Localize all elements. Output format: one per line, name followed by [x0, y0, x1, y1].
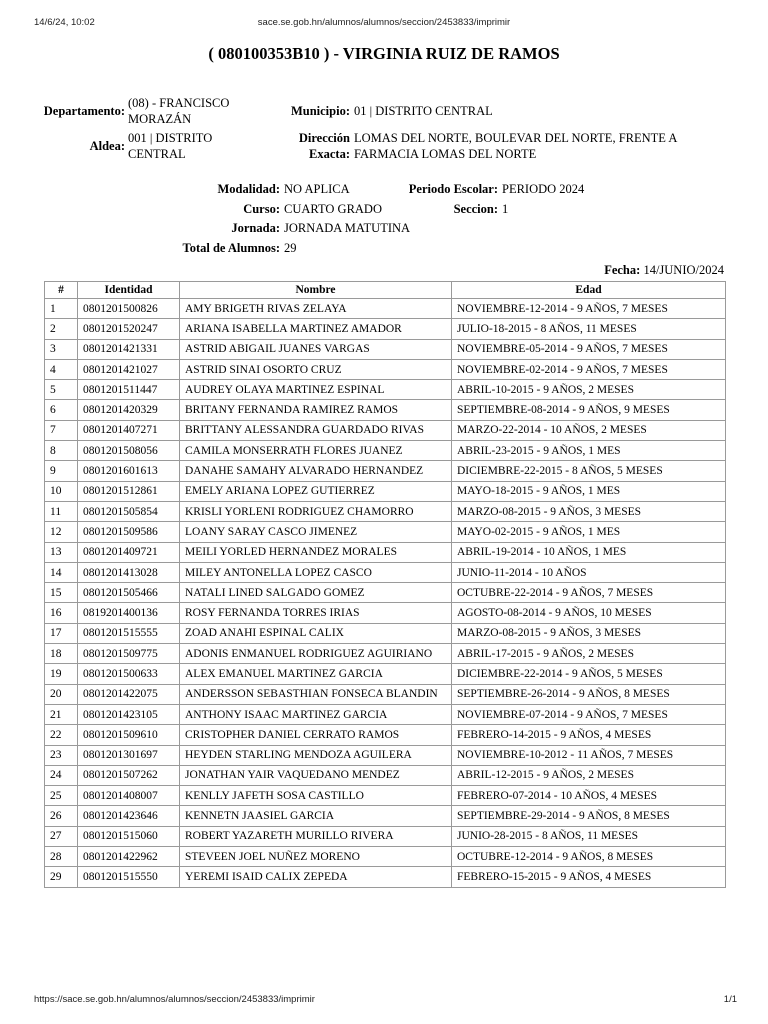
edad-cell: OCTUBRE-12-2014 - 9 AÑOS, 8 MESES [452, 847, 726, 867]
seccion-value: 1 [502, 202, 509, 216]
edad-cell: NOVIEMBRE-02-2014 - 9 AÑOS, 7 MESES [452, 359, 726, 379]
page-title: ( 080100353B10 ) - VIRGINIA RUIZ DE RAMOS [208, 44, 560, 63]
table-row [45, 826, 726, 846]
identidad-cell: 0801201509775 [78, 644, 180, 664]
identidad-cell: 0801201507262 [78, 765, 180, 785]
edad-cell: SEPTIEMBRE-26-2014 - 9 AÑOS, 8 MESES [452, 684, 726, 704]
departamento-value-line2: MORAZÁN [128, 112, 192, 126]
edad-cell: ABRIL-23-2015 - 9 AÑOS, 1 MES [452, 441, 726, 461]
table-row [45, 725, 726, 745]
table-row [45, 867, 726, 887]
periodo-value: PERIODO 2024 [502, 182, 585, 196]
row-number: 3 [45, 339, 78, 359]
edad-cell: MARZO-08-2015 - 9 AÑOS, 3 MESES [452, 623, 726, 643]
direccion-label-line1: Dirección [298, 131, 350, 145]
table-row [45, 644, 726, 664]
nombre-cell: ASTRID SINAI OSORTO CRUZ [180, 359, 452, 379]
nombre-cell: ZOAD ANAHI ESPINAL CALIX [180, 623, 452, 643]
edad-cell: MARZO-08-2015 - 9 AÑOS, 3 MESES [452, 501, 726, 521]
identidad-cell: 0801201505854 [78, 501, 180, 521]
page-number: 1/1 [723, 994, 737, 1005]
edad-cell: FEBRERO-15-2015 - 9 AÑOS, 4 MESES [452, 867, 726, 887]
table-row [45, 704, 726, 724]
direccion-value-line1: LOMAS DEL NORTE, BOULEVAR DEL NORTE, FRENTE A [354, 131, 678, 145]
aldea-value-line2: CENTRAL [128, 147, 186, 161]
table-row [45, 339, 726, 359]
row-number: 9 [45, 461, 78, 481]
table-row [45, 319, 726, 339]
identidad-cell: 0801201500826 [78, 299, 180, 319]
identidad-cell: 0801201508056 [78, 441, 180, 461]
row-number: 19 [45, 664, 78, 684]
column-header-number: # [45, 282, 78, 299]
aldea-label: Aldea: [89, 139, 125, 153]
column-header-identidad: Identidad [78, 282, 180, 299]
identidad-cell: 0801201423646 [78, 806, 180, 826]
row-number: 17 [45, 623, 78, 643]
modalidad-value: NO APLICA [284, 182, 350, 196]
nombre-cell: STEVEEN JOEL NUÑEZ MORENO [180, 847, 452, 867]
edad-cell: DICIEMBRE-22-2015 - 8 AÑOS, 5 MESES [452, 461, 726, 481]
row-number: 29 [45, 867, 78, 887]
table-row [45, 400, 726, 420]
nombre-cell: CRISTOPHER DANIEL CERRATO RAMOS [180, 725, 452, 745]
fecha-label: Fecha: [604, 263, 641, 277]
identidad-cell: 0801201509586 [78, 522, 180, 542]
identidad-cell: 0801201422075 [78, 684, 180, 704]
identidad-cell: 0801201301697 [78, 745, 180, 765]
nombre-cell: ROBERT YAZARETH MURILLO RIVERA [180, 826, 452, 846]
aldea-value-line1: 001 | DISTRITO [128, 131, 213, 145]
edad-cell: ABRIL-19-2014 - 10 AÑOS, 1 MES [452, 542, 726, 562]
identidad-cell: 0801201407271 [78, 420, 180, 440]
nombre-cell: EMELY ARIANA LOPEZ GUTIERREZ [180, 481, 452, 501]
identidad-cell: 0801201515060 [78, 826, 180, 846]
print-datetime: 14/6/24, 10:02 [34, 17, 95, 28]
row-number: 7 [45, 420, 78, 440]
row-number: 11 [45, 501, 78, 521]
total-alumnos-value: 29 [284, 241, 297, 255]
nombre-cell: KENNETN JAASIEL GARCIA [180, 806, 452, 826]
nombre-cell: HEYDEN STARLING MENDOZA AGUILERA [180, 745, 452, 765]
identidad-cell: 0801201505466 [78, 583, 180, 603]
table-row [45, 684, 726, 704]
nombre-cell: ANDERSSON SEBASTHIAN FONSECA BLANDIN [180, 684, 452, 704]
row-number: 18 [45, 644, 78, 664]
jornada-label: Jornada: [231, 221, 280, 235]
nombre-cell: ALEX EMANUEL MARTINEZ GARCIA [180, 664, 452, 684]
edad-cell: SEPTIEMBRE-29-2014 - 9 AÑOS, 8 MESES [452, 806, 726, 826]
fecha [604, 262, 724, 278]
column-header-edad: Edad [452, 282, 726, 299]
edad-cell: ABRIL-12-2015 - 9 AÑOS, 2 MESES [452, 765, 726, 785]
periodo-label: Periodo Escolar: [408, 182, 498, 196]
nombre-cell: DANAHE SAMAHY ALVARADO HERNANDEZ [180, 461, 452, 481]
row-number: 6 [45, 400, 78, 420]
row-number: 25 [45, 786, 78, 806]
jornada-value: JORNADA MATUTINA [284, 221, 411, 235]
edad-cell: OCTUBRE-22-2014 - 9 AÑOS, 7 MESES [452, 583, 726, 603]
identidad-cell: 0801201500633 [78, 664, 180, 684]
nombre-cell: JONATHAN YAIR VAQUEDANO MENDEZ [180, 765, 452, 785]
row-number: 12 [45, 522, 78, 542]
edad-cell: NOVIEMBRE-10-2012 - 11 AÑOS, 7 MESES [452, 745, 726, 765]
table-row [45, 623, 726, 643]
edad-cell: DICIEMBRE-22-2014 - 9 AÑOS, 5 MESES [452, 664, 726, 684]
edad-cell: SEPTIEMBRE-08-2014 - 9 AÑOS, 9 MESES [452, 400, 726, 420]
identidad-cell: 0801201420329 [78, 400, 180, 420]
table-row [45, 359, 726, 379]
table-row [45, 786, 726, 806]
municipio-value: 01 | DISTRITO CENTRAL [354, 104, 493, 118]
row-number: 15 [45, 583, 78, 603]
identidad-cell: 0801201413028 [78, 562, 180, 582]
table-row [45, 542, 726, 562]
total-alumnos-label: Total de Alumnos: [182, 241, 280, 255]
table-row [45, 441, 726, 461]
table-row [45, 522, 726, 542]
identidad-cell: 0801201511447 [78, 380, 180, 400]
seccion-label: Seccion: [453, 202, 498, 216]
row-number: 23 [45, 745, 78, 765]
students-table-body [45, 299, 726, 888]
nombre-cell: KRISLI YORLENI RODRIGUEZ CHAMORRO [180, 501, 452, 521]
table-row [45, 847, 726, 867]
table-row [45, 501, 726, 521]
row-number: 21 [45, 704, 78, 724]
nombre-cell: ROSY FERNANDA TORRES IRIAS [180, 603, 452, 623]
edad-cell: NOVIEMBRE-07-2014 - 9 AÑOS, 7 MESES [452, 704, 726, 724]
curso-value: CUARTO GRADO [284, 202, 382, 216]
nombre-cell: CAMILA MONSERRATH FLORES JUANEZ [180, 441, 452, 461]
fecha-value: 14/JUNIO/2024 [643, 263, 724, 277]
table-row [45, 664, 726, 684]
table-row [45, 806, 726, 826]
edad-cell: NOVIEMBRE-05-2014 - 9 AÑOS, 7 MESES [452, 339, 726, 359]
identidad-cell: 0801201408007 [78, 786, 180, 806]
nombre-cell: LOANY SARAY CASCO JIMENEZ [180, 522, 452, 542]
identidad-cell: 0801201601613 [78, 461, 180, 481]
direccion-value-line2: FARMACIA LOMAS DEL NORTE [354, 147, 537, 161]
table-row [45, 461, 726, 481]
identidad-cell: 0801201423105 [78, 704, 180, 724]
departamento-value-line1: (08) - FRANCISCO [128, 96, 230, 110]
nombre-cell: NATALI LINED SALGADO GOMEZ [180, 583, 452, 603]
print-footer-url: https://sace.se.gob.hn/alumnos/alumnos/seccion/2453833/imprimir [34, 994, 315, 1005]
print-header-url: sace.se.gob.hn/alumnos/alumnos/seccion/2453833/imprimir [257, 17, 511, 28]
nombre-cell: YEREMI ISAID CALIX ZEPEDA [180, 867, 452, 887]
nombre-cell: ADONIS ENMANUEL RODRIGUEZ AGUIRIANO [180, 644, 452, 664]
table-row [45, 562, 726, 582]
edad-cell: MAYO-18-2015 - 9 AÑOS, 1 MES [452, 481, 726, 501]
nombre-cell: MILEY ANTONELLA LOPEZ CASCO [180, 562, 452, 582]
table-row [45, 481, 726, 501]
table-row [45, 603, 726, 623]
nombre-cell: MEILI YORLED HERNANDEZ MORALES [180, 542, 452, 562]
nombre-cell: AUDREY OLAYA MARTINEZ ESPINAL [180, 380, 452, 400]
nombre-cell: BRITANY FERNANDA RAMIREZ RAMOS [180, 400, 452, 420]
table-row [45, 765, 726, 785]
nombre-cell: ASTRID ABIGAIL JUANES VARGAS [180, 339, 452, 359]
row-number: 26 [45, 806, 78, 826]
table-row [45, 299, 726, 319]
table-row [45, 380, 726, 400]
identidad-cell: 0819201400136 [78, 603, 180, 623]
identidad-cell: 0801201422962 [78, 847, 180, 867]
edad-cell: MAYO-02-2015 - 9 AÑOS, 1 MES [452, 522, 726, 542]
row-number: 2 [45, 319, 78, 339]
identidad-cell: 0801201515550 [78, 867, 180, 887]
row-number: 14 [45, 562, 78, 582]
identidad-cell: 0801201512861 [78, 481, 180, 501]
identidad-cell: 0801201421027 [78, 359, 180, 379]
identidad-cell: 0801201515555 [78, 623, 180, 643]
edad-cell: NOVIEMBRE-12-2014 - 9 AÑOS, 7 MESES [452, 299, 726, 319]
nombre-cell: AMY BRIGETH RIVAS ZELAYA [180, 299, 452, 319]
nombre-cell: ANTHONY ISAAC MARTINEZ GARCIA [180, 704, 452, 724]
nombre-cell: ARIANA ISABELLA MARTINEZ AMADOR [180, 319, 452, 339]
row-number: 1 [45, 299, 78, 319]
row-number: 16 [45, 603, 78, 623]
identidad-cell: 0801201421331 [78, 339, 180, 359]
edad-cell: JUNIO-11-2014 - 10 AÑOS [452, 562, 726, 582]
departamento-label: Departamento: [43, 104, 125, 118]
table-row [45, 583, 726, 603]
row-number: 27 [45, 826, 78, 846]
edad-cell: FEBRERO-14-2015 - 9 AÑOS, 4 MESES [452, 725, 726, 745]
municipio-label: Municipio: [290, 104, 350, 118]
edad-cell: ABRIL-10-2015 - 9 AÑOS, 2 MESES [452, 380, 726, 400]
edad-cell: FEBRERO-07-2014 - 10 AÑOS, 4 MESES [452, 786, 726, 806]
table-row [45, 745, 726, 765]
row-number: 20 [45, 684, 78, 704]
table-row [45, 420, 726, 440]
nombre-cell: KENLLY JAFETH SOSA CASTILLO [180, 786, 452, 806]
modalidad-label: Modalidad: [217, 182, 280, 196]
curso-label: Curso: [243, 202, 280, 216]
nombre-cell: BRITTANY ALESSANDRA GUARDADO RIVAS [180, 420, 452, 440]
edad-cell: MARZO-22-2014 - 10 AÑOS, 2 MESES [452, 420, 726, 440]
row-number: 13 [45, 542, 78, 562]
column-header-nombre: Nombre [180, 282, 452, 299]
row-number: 4 [45, 359, 78, 379]
edad-cell: ABRIL-17-2015 - 9 AÑOS, 2 MESES [452, 644, 726, 664]
direccion-label-line2: Exacta: [309, 147, 350, 161]
edad-cell: JUNIO-28-2015 - 8 AÑOS, 11 MESES [452, 826, 726, 846]
identidad-cell: 0801201409721 [78, 542, 180, 562]
row-number: 28 [45, 847, 78, 867]
identidad-cell: 0801201520247 [78, 319, 180, 339]
row-number: 10 [45, 481, 78, 501]
table-header-row [45, 282, 726, 299]
row-number: 5 [45, 380, 78, 400]
row-number: 22 [45, 725, 78, 745]
row-number: 8 [45, 441, 78, 461]
row-number: 24 [45, 765, 78, 785]
edad-cell: AGOSTO-08-2014 - 9 AÑOS, 10 MESES [452, 603, 726, 623]
students-table [44, 281, 726, 888]
identidad-cell: 0801201509610 [78, 725, 180, 745]
edad-cell: JULIO-18-2015 - 8 AÑOS, 11 MESES [452, 319, 726, 339]
